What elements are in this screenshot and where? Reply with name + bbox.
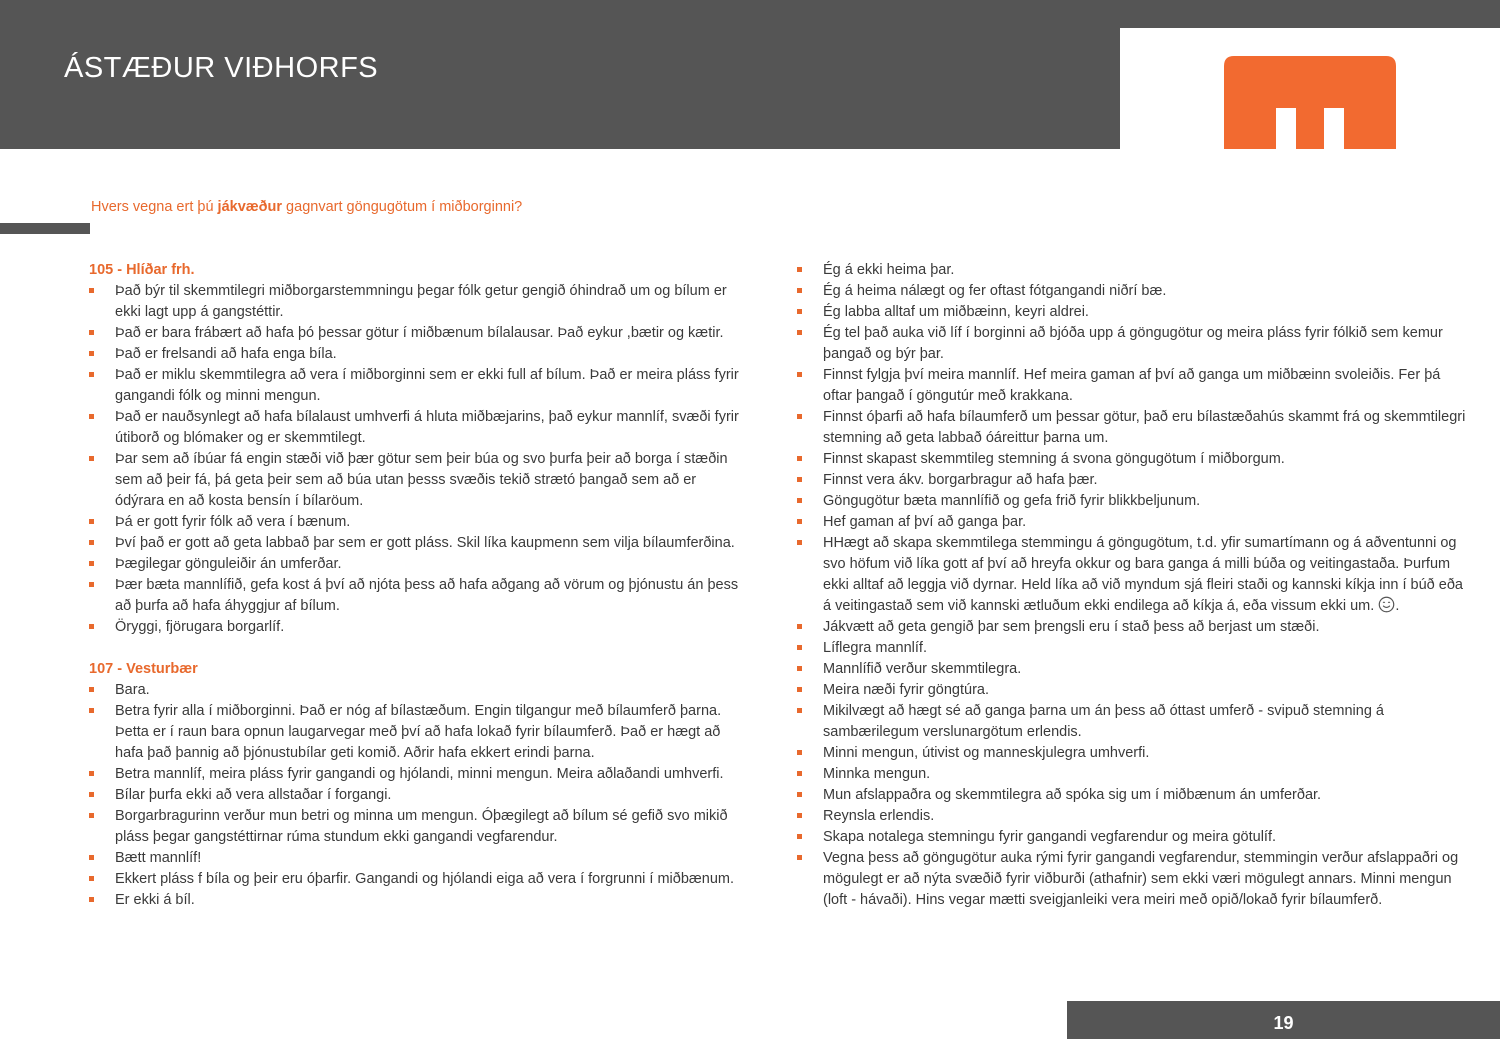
response-item: Þar sem að íbúar fá engin stæði við þær götur sem þeir búa og svo þurfa þeir að borga í stæðin sem að þeir fá, þá geta þeir sem að búa utan þesss svæðis tekið strætó þangað sem að er ódýrara en að kosta bensín í bílaröum.	[89, 449, 749, 512]
response-item: Betra fyrir alla í miðborginni. Það er nóg af bílastæðum. Engin tilgangur með bílaumferð þarna. Þetta er í raun bara opnun laugarvegar með því að hafa lokað fyrir bílaumferð. Það er hægt að hafa það þannig að þjónustubílar geti komið. Aðrir hafa ekkert erindi þarna.	[89, 701, 749, 764]
response-item: Þær bæta mannlífið, gefa kost á því að njóta þess að hafa aðgang að vörum og þjónustu án þess að þurfa að hafa áhyggjur af bílum.	[89, 575, 749, 617]
page-number: 19	[1273, 1013, 1294, 1033]
response-item: Er ekki á bíl.	[89, 890, 749, 911]
response-item: Það býr til skemmtilegri miðborgarstemmningu þegar fólk getur gengið óhindrað um og bílum er ekki lagt upp á gangstéttir.	[89, 281, 749, 323]
response-item: Finnst skapast skemmtileg stemning á svona göngugötum í miðborgum.	[797, 449, 1467, 470]
response-item: Það er miklu skemmtilegra að vera í miðborginni sem er ekki full af bílum. Það er meira pláss fyrir gangandi fólk og minni mengun.	[89, 365, 749, 407]
response-item: Ég á heima nálægt og fer oftast fótgangandi niðrí bæ.	[797, 281, 1467, 302]
response-item: Finnst vera ákv. borgarbragur að hafa þær.	[797, 470, 1467, 491]
response-item: Bílar þurfa ekki að vera allstaðar í forgangi.	[89, 785, 749, 806]
response-item: Bætt mannlíf!	[89, 848, 749, 869]
response-item: Betra mannlíf, meira pláss fyrir gangandi og hjólandi, minni mengun. Meira aðlaðandi umhverfi.	[89, 764, 749, 785]
question-emphasis: jákvæður	[217, 199, 283, 215]
response-item: Mikilvægt að hægt sé að ganga þarna um án þess að óttast umferð - svipuð stemning á sambærilegum verslunargötum erlendis.	[797, 701, 1467, 743]
response-item: Borgarbragurinn verður mun betri og minna um mengun. Óþægilegt að bílum sé gefið svo mikið pláss þegar gangstéttirnar rúma stundum ekki gangandi vegfarendur.	[89, 806, 749, 848]
response-item: Þá er gott fyrir fólk að vera í bænum.	[89, 512, 749, 533]
response-item: Jákvætt að geta gengið þar sem þrengsli eru í stað þess að berjast um stæði.	[797, 617, 1467, 638]
response-item: Reynsla erlendis.	[797, 806, 1467, 827]
response-item: Þægilegar gönguleiðir án umferðar.	[89, 554, 749, 575]
question-text-end: gagnvart göngugötum í miðborginni?	[282, 199, 523, 215]
response-item: Vegna þess að göngugötur auka rými fyrir gangandi vegfarendur, stemmingin verður afslappaðri og mögulegt er að nýta svæðið fyrir viðburði (athafnir) sem ekki væri mögulegt annars. Minni mengun (loft - hávaði). Hins vegar mætti sveigjanleiki vera meiri með opið/lokað fyrir bílaumferð.	[797, 848, 1467, 911]
response-item: Mannlífið verður skemmtilegra.	[797, 659, 1467, 680]
response-item: Bara.	[89, 680, 749, 701]
response-item: Minnka mengun.	[797, 764, 1467, 785]
response-item: Öryggi, fjörugara borgarlíf.	[89, 617, 749, 638]
logo-box	[1120, 28, 1500, 149]
response-item: Meira næði fyrir göngtúra.	[797, 680, 1467, 701]
right-column	[797, 260, 1467, 911]
section-title: 105 - Hlíðar frh.	[89, 262, 195, 278]
smiley-face-icon	[1378, 596, 1395, 613]
response-item: Líflegra mannlíf.	[797, 638, 1467, 659]
survey-question	[91, 199, 522, 215]
response-item: Það er nauðsynlegt að hafa bílalaust umhverfi á hluta miðbæjarins, það eykur mannlíf, svæði fyrir útiborð og blómaker og er skemmtilegt.	[89, 407, 749, 449]
page-number-bar	[1067, 1001, 1500, 1039]
response-item: Því það er gott að geta labbað þar sem er gott pláss. Skil líka kaupmenn sem vilja bílaumferðina.	[89, 533, 749, 554]
response-item: Finnst óþarfi að hafa bílaumferð um þessar götur, það eru bílastæðahús skammt frá og skemmtilegri stemning að geta labbað óáreittur þarna um.	[797, 407, 1467, 449]
response-item: Það er frelsandi að hafa enga bíla.	[89, 344, 749, 365]
response-item: Göngugötur bæta mannlífið og gefa frið fyrir blikkbeljunum.	[797, 491, 1467, 512]
orange-arch-logo-icon	[1224, 56, 1396, 149]
response-list	[89, 680, 749, 911]
response-item: Finnst fylgja því meira mannlíf. Hef meira gaman af því að ganga um miðbæinn svoleiðis. Fer þá oftar þangað í göngutúr með krakkana.	[797, 365, 1467, 407]
response-item: Ég tel það auka við líf í borginni að bjóða upp á göngugötur og meira pláss fyrir fólkið sem kemur þangað og býr þar.	[797, 323, 1467, 365]
response-item: Mun afslappaðra og skemmtilegra að spóka sig um í miðbænum án umferðar.	[797, 785, 1467, 806]
response-item: Skapa notalega stemningu fyrir gangandi vegfarendur og meira götulíf.	[797, 827, 1467, 848]
section-title: 107 - Vesturbær	[89, 661, 198, 677]
response-list	[797, 260, 1467, 911]
response-item: HHægt að skapa skemmtilega stemmingu á göngugötum, t.d. yfir sumartímann og á aðventunni og svo höfum við líka gott af því að hreyfa okkur og bara ganga á milli búða og veitingastaða. Þurfum ekki alltaf að leggja við dyrnar. Held líka að við myndum sjá fleiri staði og kannski kíkja inn í búð eða á veitingastað sem við kannski ætluðum ekki endilega að kíkja á, eða vissum ekki um. .	[797, 533, 1467, 617]
question-text-start: Hvers vegna ert þú	[91, 199, 218, 215]
response-item: Það er bara frábært að hafa þó þessar götur í miðbænum bílalausar. Það eykur ,bætir og kætir.	[89, 323, 749, 344]
response-item: Ekkert pláss f bíla og þeir eru óþarfir. Gangandi og hjólandi eiga að vera í forgrunni í miðbænum.	[89, 869, 749, 890]
response-list	[89, 281, 749, 638]
response-item: Minni mengun, útivist og manneskjulegra umhverfi.	[797, 743, 1467, 764]
page-title: ÁSTÆÐUR VIÐHORFS	[64, 52, 379, 84]
left-column	[89, 260, 749, 911]
response-item: Ég labba alltaf um miðbæinn, keyri aldrei.	[797, 302, 1467, 323]
response-item: Ég á ekki heima þar.	[797, 260, 1467, 281]
accent-divider	[0, 223, 90, 234]
response-item: Hef gaman af því að ganga þar.	[797, 512, 1467, 533]
